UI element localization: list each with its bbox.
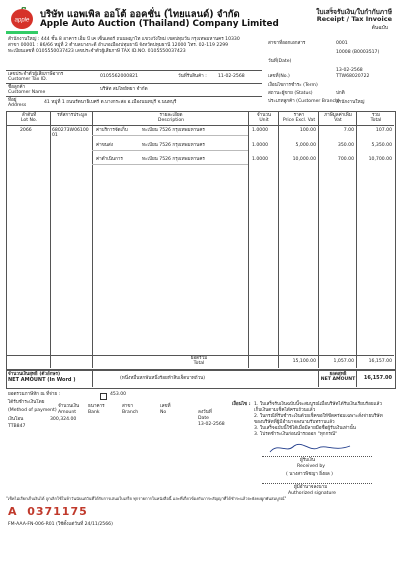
doc-no-label: เลขที่(No.) (268, 74, 290, 79)
condition-1b: เก็บเงินตามเช็คได้ครบถ้วนแล้ว (254, 408, 316, 413)
col-bank: Bank (88, 410, 100, 415)
col-no-th: เลขที่ (160, 404, 171, 409)
row-2-desc-a: ค่าขนส่ง (96, 143, 113, 148)
doc-title-en: Receipt / Tax Invoice (316, 15, 392, 23)
condition-2: 2. ในกรณีที่รับชำระเงินด้วยเช็คขอให้ขีดคร่อมเฉพาะสั่งจ่ายบริษัท (254, 414, 383, 419)
subtotal-label: ยอดรวม Total (190, 356, 208, 367)
branch-value-2: 10008 (B0003517) (336, 50, 380, 55)
row-1-unit: 1.0000 (252, 128, 269, 133)
row-1-code: 680273W06100 01 (52, 128, 89, 139)
col-bank-th: ธนาคาร (88, 404, 105, 409)
doc-title-th: ใบเสร็จรับเงิน/ใบกำกับภาษี (316, 8, 392, 16)
receive-date-label: วันที่รับสินค้า : (178, 74, 207, 79)
method-code: TTB847 (8, 424, 26, 429)
receiver-label-th: ผู้รับเงิน (300, 458, 316, 463)
method-label: (Method of payment) (8, 408, 57, 413)
subtotal-price: 15,100.00 (292, 359, 316, 364)
customer-label-en: Customer Name (8, 90, 46, 95)
footer-note: "เช็คไม่เรียกเก็บเงินได้ ถูกเลิกใช้ในห้าวันนับแต่วันที่ได้รับการเสนอใบเสร็จ ทุกรายการในหนังสือนี้ และที่เกี่ยวข้องกับภาระสัญญาที่ได้ชำระแล้วจะยังคงผูกพันสมบูรณ์" (6, 496, 287, 501)
row-1-price: 100.00 (299, 128, 316, 133)
receiver-label-en: Received by (297, 464, 325, 469)
col-header-price: ราคา Price Excl. Vat (282, 113, 316, 124)
col-header-code: รหัสการประมูล (57, 113, 87, 118)
col-amount: Amount (58, 410, 77, 415)
row-2-unit: 1.0000 (252, 143, 269, 148)
col-header-desc: รายละเอียด Description (157, 113, 185, 124)
tax-id-label-en: Customer Tax ID. (8, 77, 48, 82)
row-1-desc-a: ค่าบริการจัดเก็บ (96, 128, 128, 133)
condition-1: 1. ใบเสร็จรับเงินฉบับนี้จะสมบูรณ์เมื่อบริษัทได้รับเงินเรียบร้อยแล้ว (254, 402, 382, 407)
net-words-value: (หนึ่งหมื่นหกพันหนึ่งร้อยห้าสิบเจ็ดบาทถ้วน) (120, 376, 206, 381)
conditions-title: เงื่อนไข : (232, 402, 251, 407)
payment-date-value: 13-02-2568 (198, 422, 225, 427)
company-tax-id: ทะเบียนเลขที่ 0105550037423 เลขประจำตัวผู้เสียภาษี TAX ID.NO. 0105550037423 (8, 49, 186, 54)
net-words-label-en: NET AMOUNT (In Word ) (8, 377, 76, 383)
branch-label: สาขาที่ออกเอกสาร (268, 41, 306, 46)
row-2-total: 5,350.00 (371, 143, 392, 148)
form-code: FM-AAA-FN-006-R01 (ใช้ตั้งแต่วันที่ 24/11/2566) (8, 522, 113, 527)
tax-id-label: เลขประจำตัวผู้เสียภาษีอากร (8, 72, 64, 77)
row-1-lot: 2066 (20, 128, 32, 133)
subtotal-total: 16,157.00 (368, 359, 392, 364)
customer-type-label: ประเภทลูกค้า (Customer Branch) (268, 99, 340, 104)
condition-4: 3. โปรดชำระเงินก่อนนำรถออก "ทุกกรณี" (254, 432, 338, 437)
method-value: เงินโอน (8, 417, 24, 422)
seller-label: สถานะผู้ขาย (Status) (268, 91, 313, 96)
date-label: วันที่(Date) (268, 59, 292, 64)
address-label: ที่อยู่ (8, 98, 17, 103)
col-no: No (160, 410, 167, 415)
col-date-th: ลงวันที่ (198, 410, 212, 415)
row-2-price: 5,000.00 (295, 143, 316, 148)
row-1-desc-b: ทะเบียน 7526 กรุงเทพมหานคร (142, 128, 205, 133)
col-header-vat: ภาษีมูลค่าเพิ่ม Vat (324, 113, 352, 124)
customer-type-value: สำนักงานใหญ่ (336, 100, 365, 105)
wht-label: ยอดรวมภาษีหัก ณ ที่จ่าย : (8, 392, 61, 397)
row-3-vat: 700.00 (337, 157, 354, 162)
col-date: Date (198, 416, 209, 421)
svg-text:apple: apple (14, 17, 30, 24)
row-1-total: 107.00 (375, 128, 392, 133)
condition-3: 3. ใบเสร็จฉบับนี้ใช้ได้เมื่อมีลายมือชื่อผู้รับเงินเท่านั้น (254, 426, 356, 431)
row-1-vat: 7.00 (343, 128, 354, 133)
col-header-unit: จำนวน Unit (256, 113, 272, 124)
amount-value: 300,324.00 (50, 417, 77, 422)
logo-stripe (6, 31, 38, 34)
customer-value: บริษัท สมไทย์ทยา จำกัด (100, 87, 148, 92)
condition-2b: ของบริษัทที่ผู้มีอำนาจลงนามรับทราบแล้ว (254, 420, 335, 425)
net-words-label-th: จำนวนเงินสุทธิ (ตัวอักษร) (8, 372, 61, 377)
net-amount-label: ยอดสุทธิ NET AMOUNT (320, 372, 356, 383)
receiver-signature (262, 440, 372, 456)
col-branch: Branch (122, 410, 139, 415)
col-branch-th: สาขา (122, 404, 134, 409)
company-logo (8, 7, 36, 31)
row-3-unit: 1.0000 (252, 157, 269, 162)
receive-date-value: 11-02-2568 (218, 74, 245, 79)
company-name-th: บริษัท แอพเพิล ออโต้ ออคชั่น (ไทยแลนด์) จำกัด (40, 9, 240, 20)
row-2-vat: 350.00 (337, 143, 354, 148)
row-3-desc-a: ค่าดำเนินการ (96, 157, 123, 162)
branch-value: 0001 (336, 41, 348, 46)
wht-checkbox[interactable] (100, 393, 107, 400)
doc-no-value: TTW68020722 (336, 74, 370, 79)
col-header-lot: ลำดับที่ Lot No. (20, 113, 38, 124)
serial-number: A 0371175 (8, 505, 88, 518)
address-label-en: Address (8, 103, 27, 108)
address-value: 41 หมู่ที่ 1 ถนนรัตนาธิเบศร์ ต.บางกระสอ อ.เมืองนนทบุรี จ.นนทบุรี (44, 100, 177, 105)
tax-id-value: 0105562000821 (100, 74, 138, 79)
date-value: 13-02-2568 (336, 68, 363, 73)
col-amount-th: จำนวนเงิน (58, 404, 80, 409)
row-3-desc-b: ทะเบียน 7526 กรุงเทพมหานคร (142, 157, 205, 162)
col-header-total: รวม Total (370, 113, 382, 124)
company-address-1: สำนักงานใหญ่ : 444 ชั้น 8 อาคาร เอ็ม บี เค เซ็นเตอร์ ถนนพญาไท แขวงวังใหม่ เขตปทุมวัน กรุงเทพมหานคร 10330 (8, 37, 240, 42)
authorized-label-en: Authorized signature (288, 491, 336, 496)
seller-value: ปกติ (336, 91, 345, 96)
row-2-desc-b: ทะเบียน 7526 กรุงเทพมหานคร (142, 143, 205, 148)
receiver-name: ( นางสาวพิชญา ยิ่งผล ) (286, 472, 333, 477)
wht-value: 453.00 (110, 392, 127, 397)
authorized-label-th: ผู้มีอำนาจลงนาม (294, 485, 328, 490)
company-name-en: Apple Auto Auction (Thailand) Company Limited (40, 19, 279, 29)
company-address-2: สาขา 00001 : 86/66 หมู่ที่ 2 ตำบลบางกะดี อำเภอเมืองปทุมธานี จังหวัดปทุมธานี 12000 โทร. 02-119 2299 (8, 43, 229, 48)
doc-original-label: ต้นฉบับ (371, 25, 388, 31)
row-3-price: 10,000.00 (292, 157, 316, 162)
deduct-label: ได้รับชำระเงินโดย (8, 400, 45, 405)
row-3-total: 10,700.00 (368, 157, 392, 162)
net-amount-value: 16,157.00 (363, 375, 392, 381)
customer-label: ชื่อลูกค้า (8, 85, 26, 90)
terms-label: เงื่อนไขการชำระ (Term) (268, 83, 318, 88)
subtotal-vat: 1,057.00 (333, 359, 354, 364)
